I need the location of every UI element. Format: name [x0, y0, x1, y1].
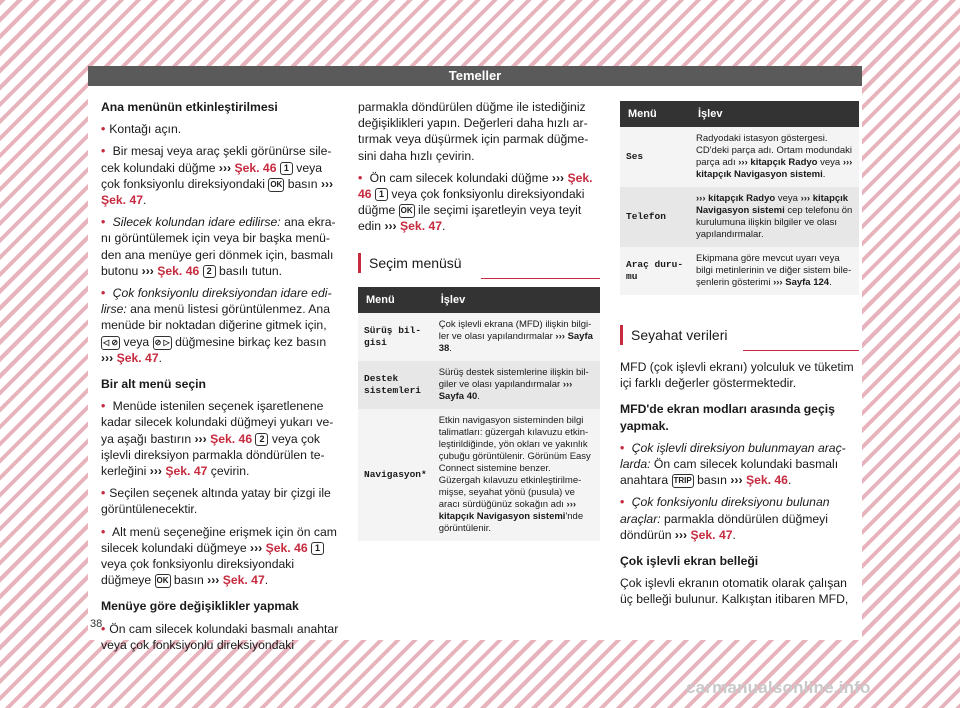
paragraph-continue: parmakla döndürülen düğme ile istediğiniz değişiklikleri yapın. Değerleri daha hızlı artırmak veya düşürmek için parmak düğmesini daha hızlı çevirin.: [358, 100, 589, 163]
selection-menu-table: [358, 287, 600, 541]
figure-link[interactable]: Şek. 46: [157, 263, 200, 278]
table-header: [620, 101, 859, 127]
bullet-steering-wheel: • Çok fonksiyonlu direksiyondan idare edilirse: ana menü listesi görüntülenmez. Ana menüde bir noktadan diğerine gitmek için, ◁ ⊘ veya ⊘ ▷ düğmesine birkaç kez basın ››› Şek. 47.: [101, 285, 339, 366]
ok-key-icon: OK: [268, 178, 284, 192]
heading-main-menu: Ana menünün etkinleştirilmesi: [101, 100, 278, 114]
table-row: [620, 127, 859, 187]
right-arrow-key-icon: ⊘ ▷: [153, 336, 172, 350]
function-cell: Ekipmana göre mevcut uyarı veya bilgi metinlerinin ve diğer sistem bileşenlerin gösterimi ››› Sayfa 124.: [690, 247, 859, 295]
bullet-no-mf-wheel: • Çok işlevli direksiyon bulunmayan araçlarda: Ön cam silecek kolundaki basmalı anahtara TRIP basın ››› Şek. 46.: [620, 440, 859, 489]
menu-cell: Destek sistemleri: [358, 361, 433, 409]
bullet-message: • Bir mesaj veya araç şekli görünürse silecek kolundaki düğme ››› Şek. 46 1 veya çok fonksiyonlu direksiyondaki OK basın ››› Şek. 47.: [101, 143, 339, 208]
chevron-icon: ›››: [555, 330, 565, 342]
callout-number: 1: [280, 162, 293, 175]
chevron-icon: ›››: [149, 464, 162, 479]
callout-number: 2: [203, 265, 216, 278]
callout-number: 1: [311, 542, 324, 555]
page-number: 38: [90, 618, 103, 630]
chevron-icon: ›››: [773, 277, 783, 288]
callout-number: 1: [375, 188, 388, 201]
bullet-wiper-control: • Silecek kolundan idare edilirse: ana ekranı görüntülemek için veya bir başka menüden ana menüye geri dönmek için, basmalı butonu ››› Şek. 46 2 basılı tutun.: [101, 214, 339, 279]
column-left: [101, 99, 339, 659]
table-header-menu: Menü: [620, 101, 690, 127]
chevron-icon: ›››: [207, 573, 220, 588]
page-header: Temeller: [88, 66, 862, 86]
section-title-trip-data: Seyahat verileri: [620, 325, 859, 345]
left-arrow-key-icon: ◁ ⊘: [101, 336, 120, 350]
bullet-select-option: • Menüde istenilen seçenek işaretlenene kadar silecek kolundaki düğmeyi yukarı veya aşağı bastırın ››› Şek. 46 2 veya çok işlevli direksiyon parmakla döndürülen tekerleğini ››› Şek. 47 çevirin.: [101, 398, 339, 479]
figure-link[interactable]: Şek. 47: [165, 464, 208, 479]
chevron-icon: ›››: [738, 157, 748, 168]
bullet-ignition: • Kontağı açın.: [101, 121, 339, 137]
page-link[interactable]: Sayfa 38: [438, 330, 593, 354]
chevron-icon: ›››: [674, 527, 688, 542]
heading-display-modes: MFD'de ekran modları arasında geçiş yapmak.: [620, 402, 835, 433]
paragraph-mfd: MFD (çok işlevli ekranı) yolculuk ve tüketim içi farklı değerler göstermektedir.: [620, 360, 854, 391]
ok-key-icon: OK: [399, 204, 415, 218]
menu-cell: Navigasyon*: [358, 409, 433, 541]
book-link[interactable]: kitapçık Radyo: [750, 157, 818, 168]
book-link[interactable]: kitapçık Navigasyon sistemi: [696, 169, 823, 180]
figure-link[interactable]: Şek. 46: [358, 170, 593, 202]
bullet-confirm: • Ön cam silecek kolundaki düğme ››› Şek. 46 1 veya çok fonksiyonlu direksiyondaki düğme OK ile seçimi işaretleyin veya teyit edin ››› Şek. 47.: [358, 170, 600, 235]
chevron-icon: ›››: [320, 176, 334, 191]
table-row: [358, 361, 600, 409]
bullet-selected-line: • Seçilen seçenek altında yatay bir çizgi ile görüntülenecektir.: [101, 485, 339, 517]
heading-changes: Menüye göre değişiklikler yapmak: [101, 599, 299, 614]
figure-link[interactable]: Şek. 46: [234, 160, 277, 175]
menu-cell: Telefon: [620, 187, 690, 247]
figure-link[interactable]: Şek. 47: [400, 219, 443, 234]
bullet-access-submenu: • Alt menü seçeneğine erişmek için ön cam silecek kolundaki düğmeye ››› Şek. 46 1 veya çok fonksiyonlu direksiyondaki düğmeye OK basın ››› Şek. 47.: [101, 524, 339, 589]
chevron-icon: ›››: [384, 219, 397, 234]
book-link[interactable]: kitapçık Navigasyon sistemi: [438, 510, 566, 522]
chevron-icon: ›››: [562, 378, 573, 390]
chevron-icon: ›››: [696, 193, 706, 204]
table-row: [358, 313, 600, 361]
book-link[interactable]: kitapçık Navigasyon sistemi: [696, 193, 849, 216]
menu-function-table: [620, 101, 859, 295]
figure-link[interactable]: Şek. 47: [116, 350, 159, 365]
table-header-menu: Menü: [358, 287, 433, 313]
chevron-icon: ›››: [101, 350, 114, 365]
chevron-icon: ›››: [730, 473, 743, 488]
function-cell: Radyodaki istasyon göstergesi. CD'deki parça adı. Ortam modundaki parça adı ››› kitapçık Radyo veya ››› kitapçık Navigasyon sistemi.: [690, 127, 859, 187]
figure-link[interactable]: Şek. 47: [222, 573, 265, 588]
bullet-mf-wheel: • Çok fonksiyonlu direksiyonu bulunan araçlar: parmakla döndürülen düğmeyi döndürün ››› Şek. 47.: [620, 494, 859, 543]
function-cell: Çok işlevli ekrana (MFD) ilişkin bilgiler ve olası yapılandırmalar ››› Sayfa 38.: [433, 313, 600, 361]
book-link[interactable]: kitapçık Radyo: [708, 193, 776, 204]
table-header-function: İşlev: [690, 101, 859, 127]
menu-cell: Ses: [620, 127, 690, 187]
table-row: [620, 247, 859, 295]
chevron-icon: ›››: [842, 157, 853, 168]
watermark-text: carmanualsonline.info: [686, 678, 871, 697]
function-cell: Etkin navigasyon sisteminden bilgi talimatları: güzergah kılavuzu etkinleştirildiğinde, yön okları ve yakınlık çubuğu görüntülenir. Görünüm Easy Connect sistemine benzer. Güzergah kılavuzu etkinleştirilmemişse, seyahat yönü (pusula) ve aracı sürdüğünüz sokağın adı ››› kitapçık Navigasyon sistemi'nde görüntülenir.: [433, 409, 600, 541]
paragraph-memory: Çok işlevli ekranın otomatik olarak çalışan üç belleği bulunur. Kalkıştan itibaren MFD,: [620, 576, 849, 607]
chevron-icon: ›››: [218, 160, 232, 175]
heading-memory: Çok işlevli ekran belleği: [620, 554, 759, 569]
page-link[interactable]: Sayfa 40: [438, 390, 478, 402]
chevron-icon: ›››: [551, 170, 565, 185]
menu-cell: Sürüş bilgisi: [358, 313, 433, 361]
column-right: [620, 101, 859, 614]
chevron-icon: ›››: [800, 193, 811, 204]
section-title-selection: Seçim menüsü: [358, 253, 600, 273]
menu-cell: Araç durumu: [620, 247, 690, 295]
trip-key-icon: TRIP: [672, 474, 694, 488]
table-header-function: İşlev: [433, 287, 600, 313]
figure-link[interactable]: Şek. 46: [265, 540, 308, 555]
function-cell: ››› kitapçık Radyo veya ››› kitapçık Navigasyon sistemi cep telefonu ön kurulumuna ilişkin bilgiler ve olası yapılandırmalar.: [690, 187, 859, 247]
chevron-icon: ›››: [566, 498, 577, 510]
bullet-make-changes: • Ön cam silecek kolundaki basmalı anahtar veya çok fonksiyonlu direksiyondaki: [101, 621, 339, 653]
figure-link[interactable]: Şek. 46: [745, 473, 788, 488]
ok-key-icon: OK: [155, 574, 171, 588]
chevron-icon: ›››: [250, 540, 263, 555]
figure-link[interactable]: Şek. 47: [101, 193, 144, 208]
table-row: [358, 409, 600, 541]
function-cell: Sürüş destek sistemlerine ilişkin bilgiler ve olası yapılandırmalar ››› Sayfa 40.: [433, 361, 600, 409]
figure-link[interactable]: Şek. 46: [210, 431, 253, 446]
heading-submenu: Bir alt menü seçin: [101, 377, 206, 392]
figure-link[interactable]: Şek. 47: [690, 527, 733, 542]
table-row: [620, 187, 859, 247]
chevron-icon: ›››: [141, 263, 154, 278]
chevron-icon: ›››: [194, 431, 207, 446]
table-header: [358, 287, 600, 313]
page-link[interactable]: Sayfa 124: [785, 277, 830, 288]
column-middle: [358, 99, 600, 541]
callout-number: 2: [255, 433, 268, 446]
